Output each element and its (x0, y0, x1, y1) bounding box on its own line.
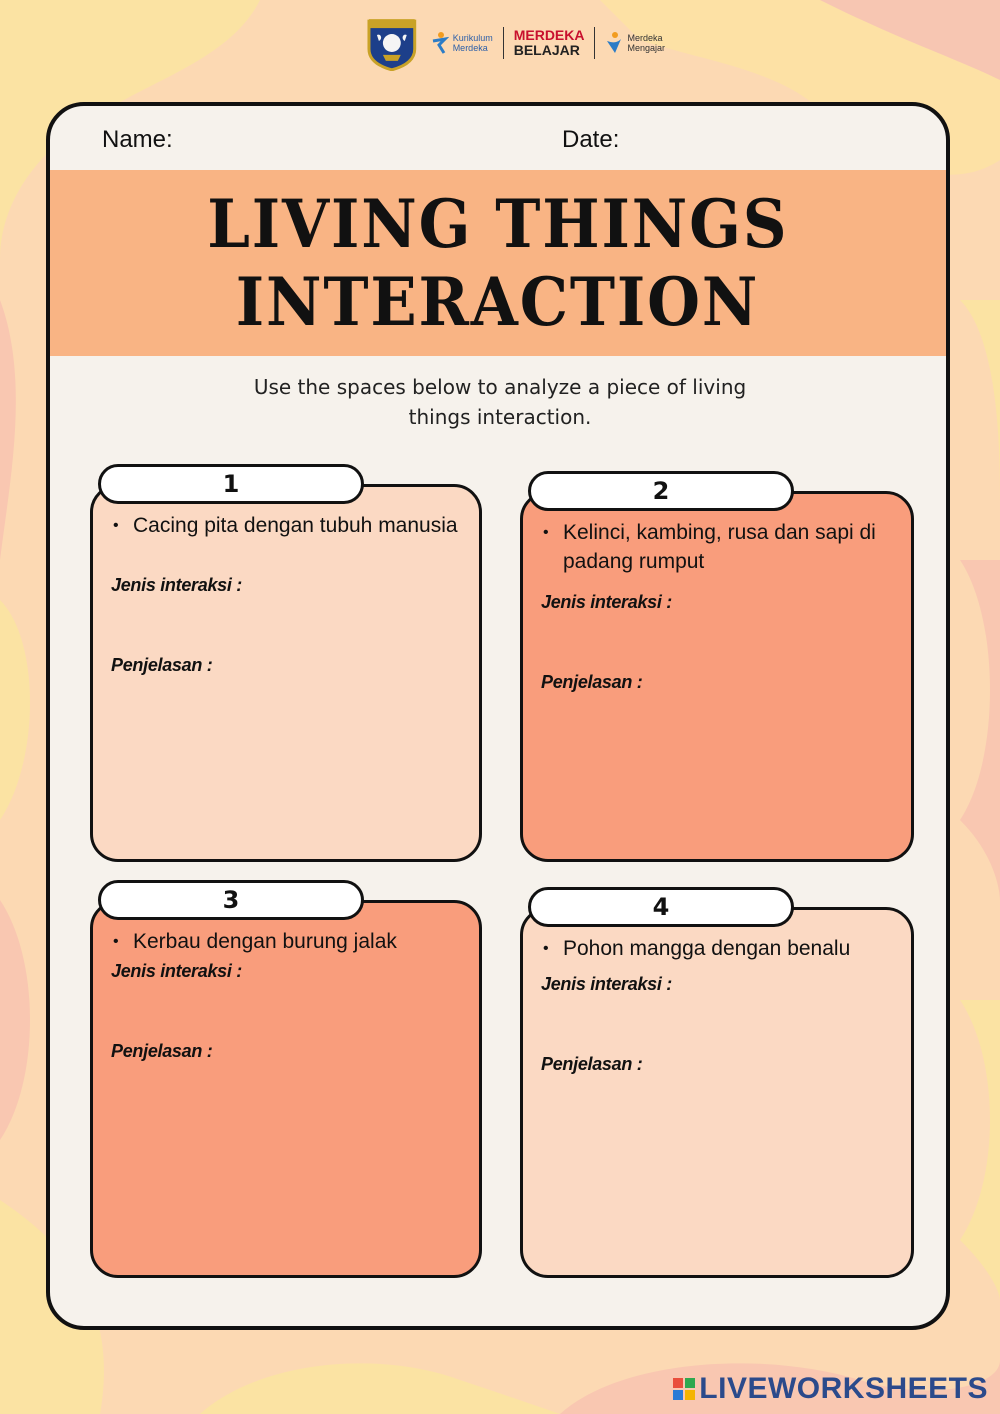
partner-logos (365, 14, 665, 72)
title-banner (50, 170, 946, 356)
merdeka-belajar-line2: BELAJAR (513, 42, 580, 58)
activity-box-2 (520, 491, 914, 862)
jenis-interaksi-label-3: Jenis interaksi : (111, 961, 242, 981)
merdeka-mengajar-icon (605, 31, 623, 55)
name-label: Name: (102, 126, 173, 153)
activity-box-1 (90, 484, 482, 862)
merdeka-belajar-logo (514, 28, 585, 58)
penjelasan-label-1: Penjelasan : (111, 655, 213, 675)
jenis-interaksi-label-1: Jenis interaksi : (111, 575, 242, 595)
penjelasan-label-3: Penjelasan : (111, 1041, 213, 1061)
instruction-line-2: things interaction. (408, 405, 592, 429)
jenis-interaksi-label-2: Jenis interaksi : (541, 592, 672, 612)
logo-divider (594, 27, 595, 59)
mengajar-line1: Merdeka (627, 33, 663, 43)
box-number-tab-1: 1 (98, 464, 364, 504)
box-number-tab-3: 3 (98, 880, 364, 920)
kurikulum-line1: Kurikulum (452, 33, 493, 43)
instructions (150, 372, 850, 432)
box-number-tab-2: 2 (528, 471, 794, 511)
prompt-1: • Cacing pita dengan tubuh manusia (133, 511, 461, 540)
kurikulum-merdeka-logo (429, 31, 493, 55)
activity-box-4 (520, 907, 914, 1278)
mengajar-line2: Mengajar (627, 43, 666, 53)
merdeka-belajar-line1: MERDEKA (513, 27, 585, 43)
penjelasan-label-2: Penjelasan : (541, 672, 643, 692)
school-crest-icon (365, 15, 419, 71)
instruction-line-1: Use the spaces below to analyze a piece of living (253, 375, 747, 399)
box-number-tab-4: 4 (528, 887, 794, 927)
liveworksheets-logo-icon (673, 1378, 695, 1400)
title-line-1: LIVING THINGS (207, 185, 789, 263)
kurikulum-line2: Merdeka (452, 43, 488, 53)
liveworksheets-brand[interactable] (673, 1372, 988, 1406)
merdeka-mengajar-logo (605, 31, 665, 55)
prompt-4: • Pohon mangga dengan benalu (563, 934, 893, 963)
worksheet-card (46, 102, 950, 1330)
date-label: Date: (562, 126, 620, 153)
title-line-2: INTERACTION (236, 263, 760, 341)
prompt-2: • Kelinci, kambing, rusa dan sapi di padang rumput (563, 518, 893, 576)
penjelasan-label-4: Penjelasan : (541, 1054, 643, 1074)
jenis-interaksi-label-4: Jenis interaksi : (541, 974, 672, 994)
activity-box-3 (90, 900, 482, 1278)
kurikulum-merdeka-icon (429, 31, 449, 55)
prompt-3: • Kerbau dengan burung jalak (133, 927, 461, 956)
liveworksheets-text: LIVEWORKSHEETS (699, 1372, 988, 1405)
logo-divider (503, 27, 504, 59)
